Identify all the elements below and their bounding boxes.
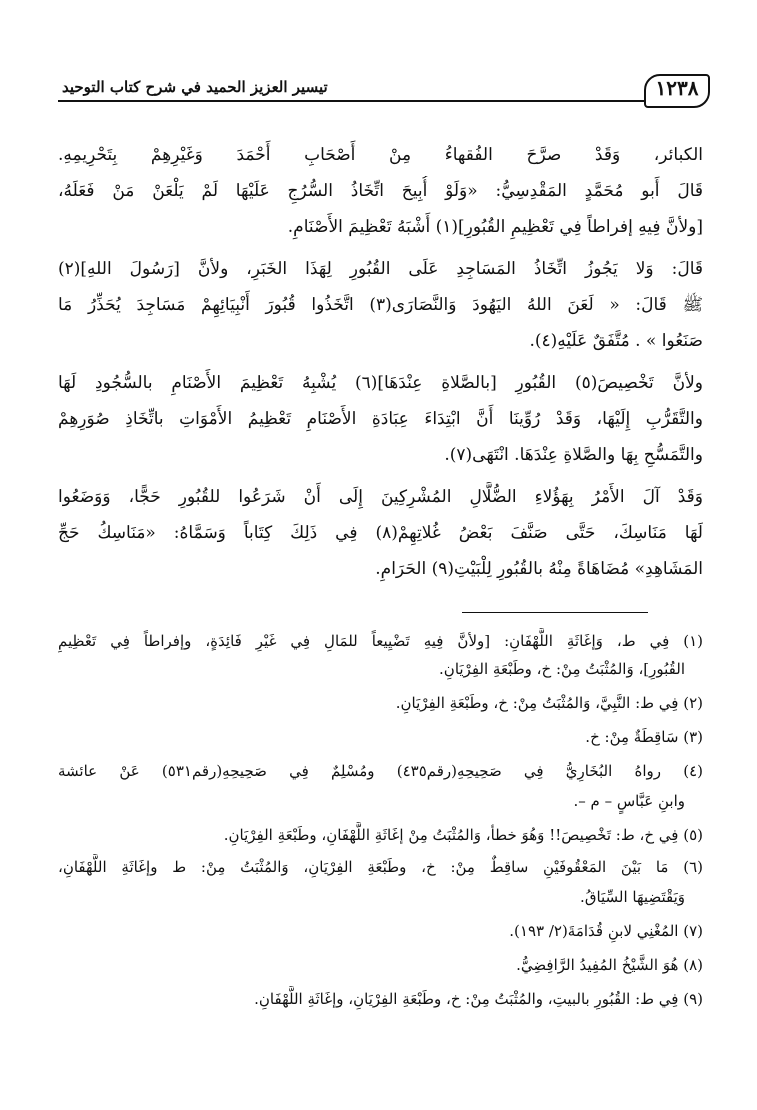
text-line: ﷺ قَالَ: « لَعَنَ اللهُ اليَهُودَ وَالنَّصَارَى(٣) اتَّخَذُوا قُبُورَ أَنْبِيَائِهِمْ مَسَاجِدَ يُحَذِّرُ مَا (58, 295, 703, 315)
footnote-line: (٦) مَا بَيْنَ المَعْقُوفَيْنِ ساقِطٌ مِنْ: خ، وطَبْعَةِ الفِرْيَانِ، وَالمُثْبَتُ مِنْ: ط وإغَاثَةِ اللَّهْفَانِ، (58, 858, 703, 876)
footnote-line: (١) فِي ط، وَإغَاثَةِ اللَّهْفَانِ: [ولأنَّ فِيهِ تَضْيِيعاً للمَالِ فِي غَيْرِ فَائِدَةٍ، وإفراطاً فِي تَعْظِيمِ (58, 632, 703, 650)
text-line: قَالَ أَبو مُحَمَّدٍ المَقْدِسِيُّ: «وَلَوْ أُبِيحَ اتِّخَاذُ السُّرُجِ عَلَيْهَا لَمْ يَلْعَنْ مَنْ فَعَلَهُ، (58, 181, 703, 201)
text-line: وَقَدْ آلَ الأَمْرُ بِهَؤُلاءِ الضُّلَّالِ المُشْرِكِينَ إِلَى أَنْ شَرَعُوا للقُبُورِ حَجًّا، وَوَضَعُوا (58, 487, 703, 507)
text-line: صَنَعُوا » . مُتَّفَقٌ عَلَيْهِ(٤). (529, 331, 703, 351)
text-line: ولأنَّ تَخْصِيصَ(٥) القُبُورِ [بالصَّلاةِ عِنْدَهَا](٦) يُشْبِهُ تَعْظِيمَ الأَصْنَامِ بالسُّجُودِ لَهَا (58, 373, 703, 393)
footnote-line: (٥) فِي خ، ط: تَخْصِيصَ!! وَهُوَ خطأ، وَالمُثْبَتُ مِنْ إغَاثَةِ اللَّهْفَانِ، وطَبْعَةِ الفِرْيَانِ. (223, 826, 703, 844)
footnote-line: (٧) المُغْنِي لابنِ قُدَامَةَ(٢/ ١٩٣). (509, 922, 703, 940)
footnote-line: (٨) هُوَ الشَّيْخُ المُفِيدُ الرَّافِضِيُّ. (516, 956, 703, 974)
footnote-line: القُبُورِ]، وَالمُثْبَتُ مِنْ: خ، وطَبْعَةِ الفِرْيَانِ. (439, 660, 685, 678)
text-line: المَشَاهِدِ» مُضَاهَاةً مِنْهُ بالقُبُورِ لِلْبَيْتِ(٩) الحَرَامِ. (375, 559, 703, 579)
book-title: تيسير العزيز الحميد في شرح كتاب التوحيد (62, 78, 328, 96)
footnote-line: (٤) رواهُ البُخَارِيُّ فِي صَحِيحِهِ(رقم٤٣٥) ومُسْلِمٌ فِي صَحِيحِهِ(رقم٥٣١) عَنْ عائشة (58, 762, 703, 780)
text-line: والتَّقَرُّبِ إِلَيْهَا، وَقَدْ رُوِّينَا أَنَّ ابْتِدَاءَ عِبَادَةِ الأَصْنَامِ تَعْظِيمُ الأَمْوَاتِ باتِّخَاذِ صُوَرِهِمْ (58, 409, 703, 429)
footnote-line: (٢) فِي ط: النَّبِيَّ، وَالمُثْبَتُ مِنْ: خ، وطَبْعَةِ الفِرْيَانِ. (395, 694, 703, 712)
running-header (58, 72, 699, 108)
text-line: الكبائر، وَقَدْ صرَّحَ الفُقهاءُ مِنْ أَصْحَابِ أَحْمَدَ وَغَيْرِهِمْ بِتَحْرِيمِهِ. (58, 145, 703, 165)
footnote-separator (462, 612, 648, 613)
footnote-line: (٣) سَاقِطَةٌ مِنْ: خ. (585, 728, 703, 746)
page-number: ١٢٣٨ (655, 76, 699, 100)
footnote-line: وابنِ عَبَّاسٍ – م –. (573, 792, 685, 810)
footnote-line: وَيَقْتَضِيهَا السِّيَاقُ. (580, 888, 685, 906)
text-line: [ولأنَّ فِيهِ إفراطاً فِي تَعْظِيمِ القُبُورِ](١) أَشْبَهُ تَعْظِيمَ الأَصْنَامِ. (287, 217, 703, 237)
header-rule (58, 100, 644, 102)
text-line: لَهَا مَنَاسِكَ، حَتَّى صَنَّفَ بَعْضُ غُلاتِهِمْ(٨) فِي ذَلِكَ كِتَاباً وَسَمَّاهُ: «مَنَاسِكُ حَجِّ (58, 523, 703, 543)
footnote-line: (٩) فِي ط: القُبُورِ بالبيتِ، والمُثْبَتُ مِنْ: خ، وطَبْعَةِ الفِرْيَانِ، وإغَاثَةِ اللَّهْفَانِ. (254, 990, 703, 1008)
text-line: والتَّمَسُّحِ بِهَا والصَّلاةِ عِنْدَهَا. انْتَهَى(٧). (444, 445, 703, 465)
text-line: قَالَ: وَلا يَجُوزُ اتِّخَاذُ المَسَاجِدِ عَلَى القُبُورِ لِهَذَا الخَبَرِ، ولأنَّ [رَسُولَ اللهِ](٢) (58, 259, 703, 279)
